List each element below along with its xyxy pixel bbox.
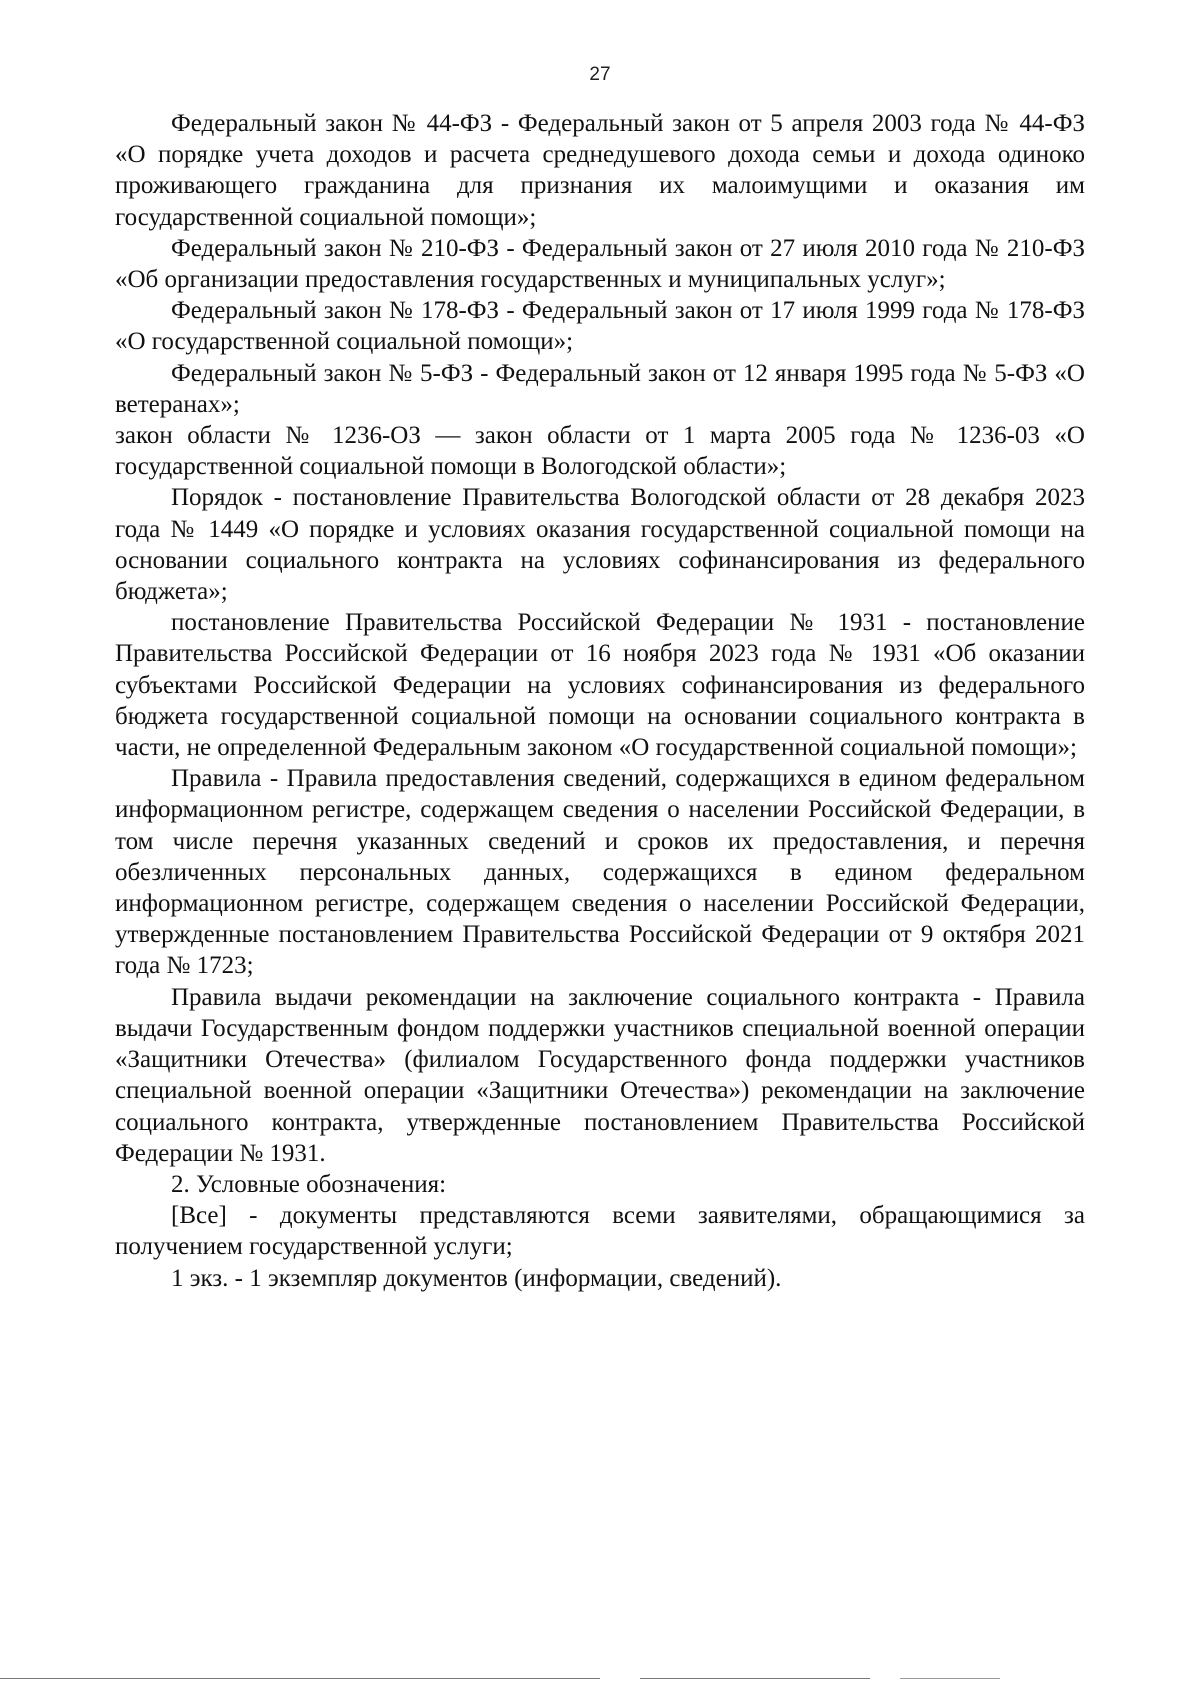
scan-edge-line bbox=[900, 1678, 1000, 1679]
definition-pravila: Правила - Правила предоставления сведений, содержащихся в едином федеральном информационном регистре, содержащем сведения о населении Российской Федерации, в том числе перечня указанных сведений и сроков их предоставления, и перечня обезличенных персональных данных, содержащихся в едином федеральном информационном регистре, содержащем сведения о населении Российской Федерации, утвержденные постановлением Правительства Российской Федерации от 9 октября 2021 года № 1723; bbox=[115, 765, 1085, 980]
definition-resolution-1931: постановление Правительства Российской Федерации № 1931 - постановление Правительства Российской Федерации от 16 ноября 2023 года № 1931 «Об оказании субъектами Российской Федерации на условиях софинансирования из федерального бюджета государственной социальной помощи на основании социального контракта в части, не определенной Федеральным законом «О государственной социальной помощи»; bbox=[115, 609, 1085, 762]
definition-recommendation-rules: Правила выдачи рекомендации на заключение социального контракта - Правила выдачи Государственным фондом поддержки участников специальной военной операции «Защитники Отечества» (филиалом Государственного фонда поддержки участников специальной военной операции «Защитники Отечества») рекомендации на заключение социального контракта, утвержденные постановлением Правительства Российской Федерации № 1931. bbox=[115, 983, 1085, 1167]
definition-regional-law-1236: закон области № 1236-ОЗ — закон области от 1 марта 2005 года № 1236-03 «О государственной социальной помощи в Вологодской области»; bbox=[115, 422, 1085, 481]
page-number: 27 bbox=[589, 64, 611, 85]
scan-edge-line bbox=[640, 1678, 870, 1679]
definition-178fz: Федеральный закон № 178-ФЗ - Федеральный закон от 17 июля 1999 года № 178-ФЗ «О государственной социальной помощи»; bbox=[115, 297, 1085, 356]
section-heading-conventions: 2. Условные обозначения: bbox=[171, 1170, 447, 1198]
definition-210fz: Федеральный закон № 210-ФЗ - Федеральный закон от 27 июля 2010 года № 210-ФЗ «Об организации предоставления государственных и муниципальных услуг»; bbox=[115, 234, 1085, 294]
scan-edge-line bbox=[0, 1678, 600, 1679]
convention-all-applicants: [Все] - документы представляются всеми заявителями, обращающимися за получением государственной услуги; bbox=[115, 1202, 1085, 1261]
definition-poryadok: Порядок - постановление Правительства Вологодской области от 28 декабря 2023 года № 1449 «О порядке и условиях оказания государственной социальной помощи на основании социального контракта на условиях софинансирования из федерального бюджета»; bbox=[115, 484, 1085, 606]
document-body bbox=[115, 108, 1085, 1294]
definition-44fz: Федеральный закон № 44-ФЗ - Федеральный закон от 5 апреля 2003 года № 44-ФЗ «О порядке учета доходов и расчета среднедушевого дохода семьи и дохода одиноко проживающего гражданина для признания их малоимущими и оказания им государственной социальной помощи»; bbox=[115, 110, 1085, 231]
convention-one-copy: 1 экз. - 1 экземпляр документов (информации, сведений). bbox=[171, 1264, 782, 1292]
definition-5fz: Федеральный закон № 5-ФЗ - Федеральный закон от 12 января 1995 года № 5-ФЗ «О ветеранах»; bbox=[115, 359, 1085, 418]
